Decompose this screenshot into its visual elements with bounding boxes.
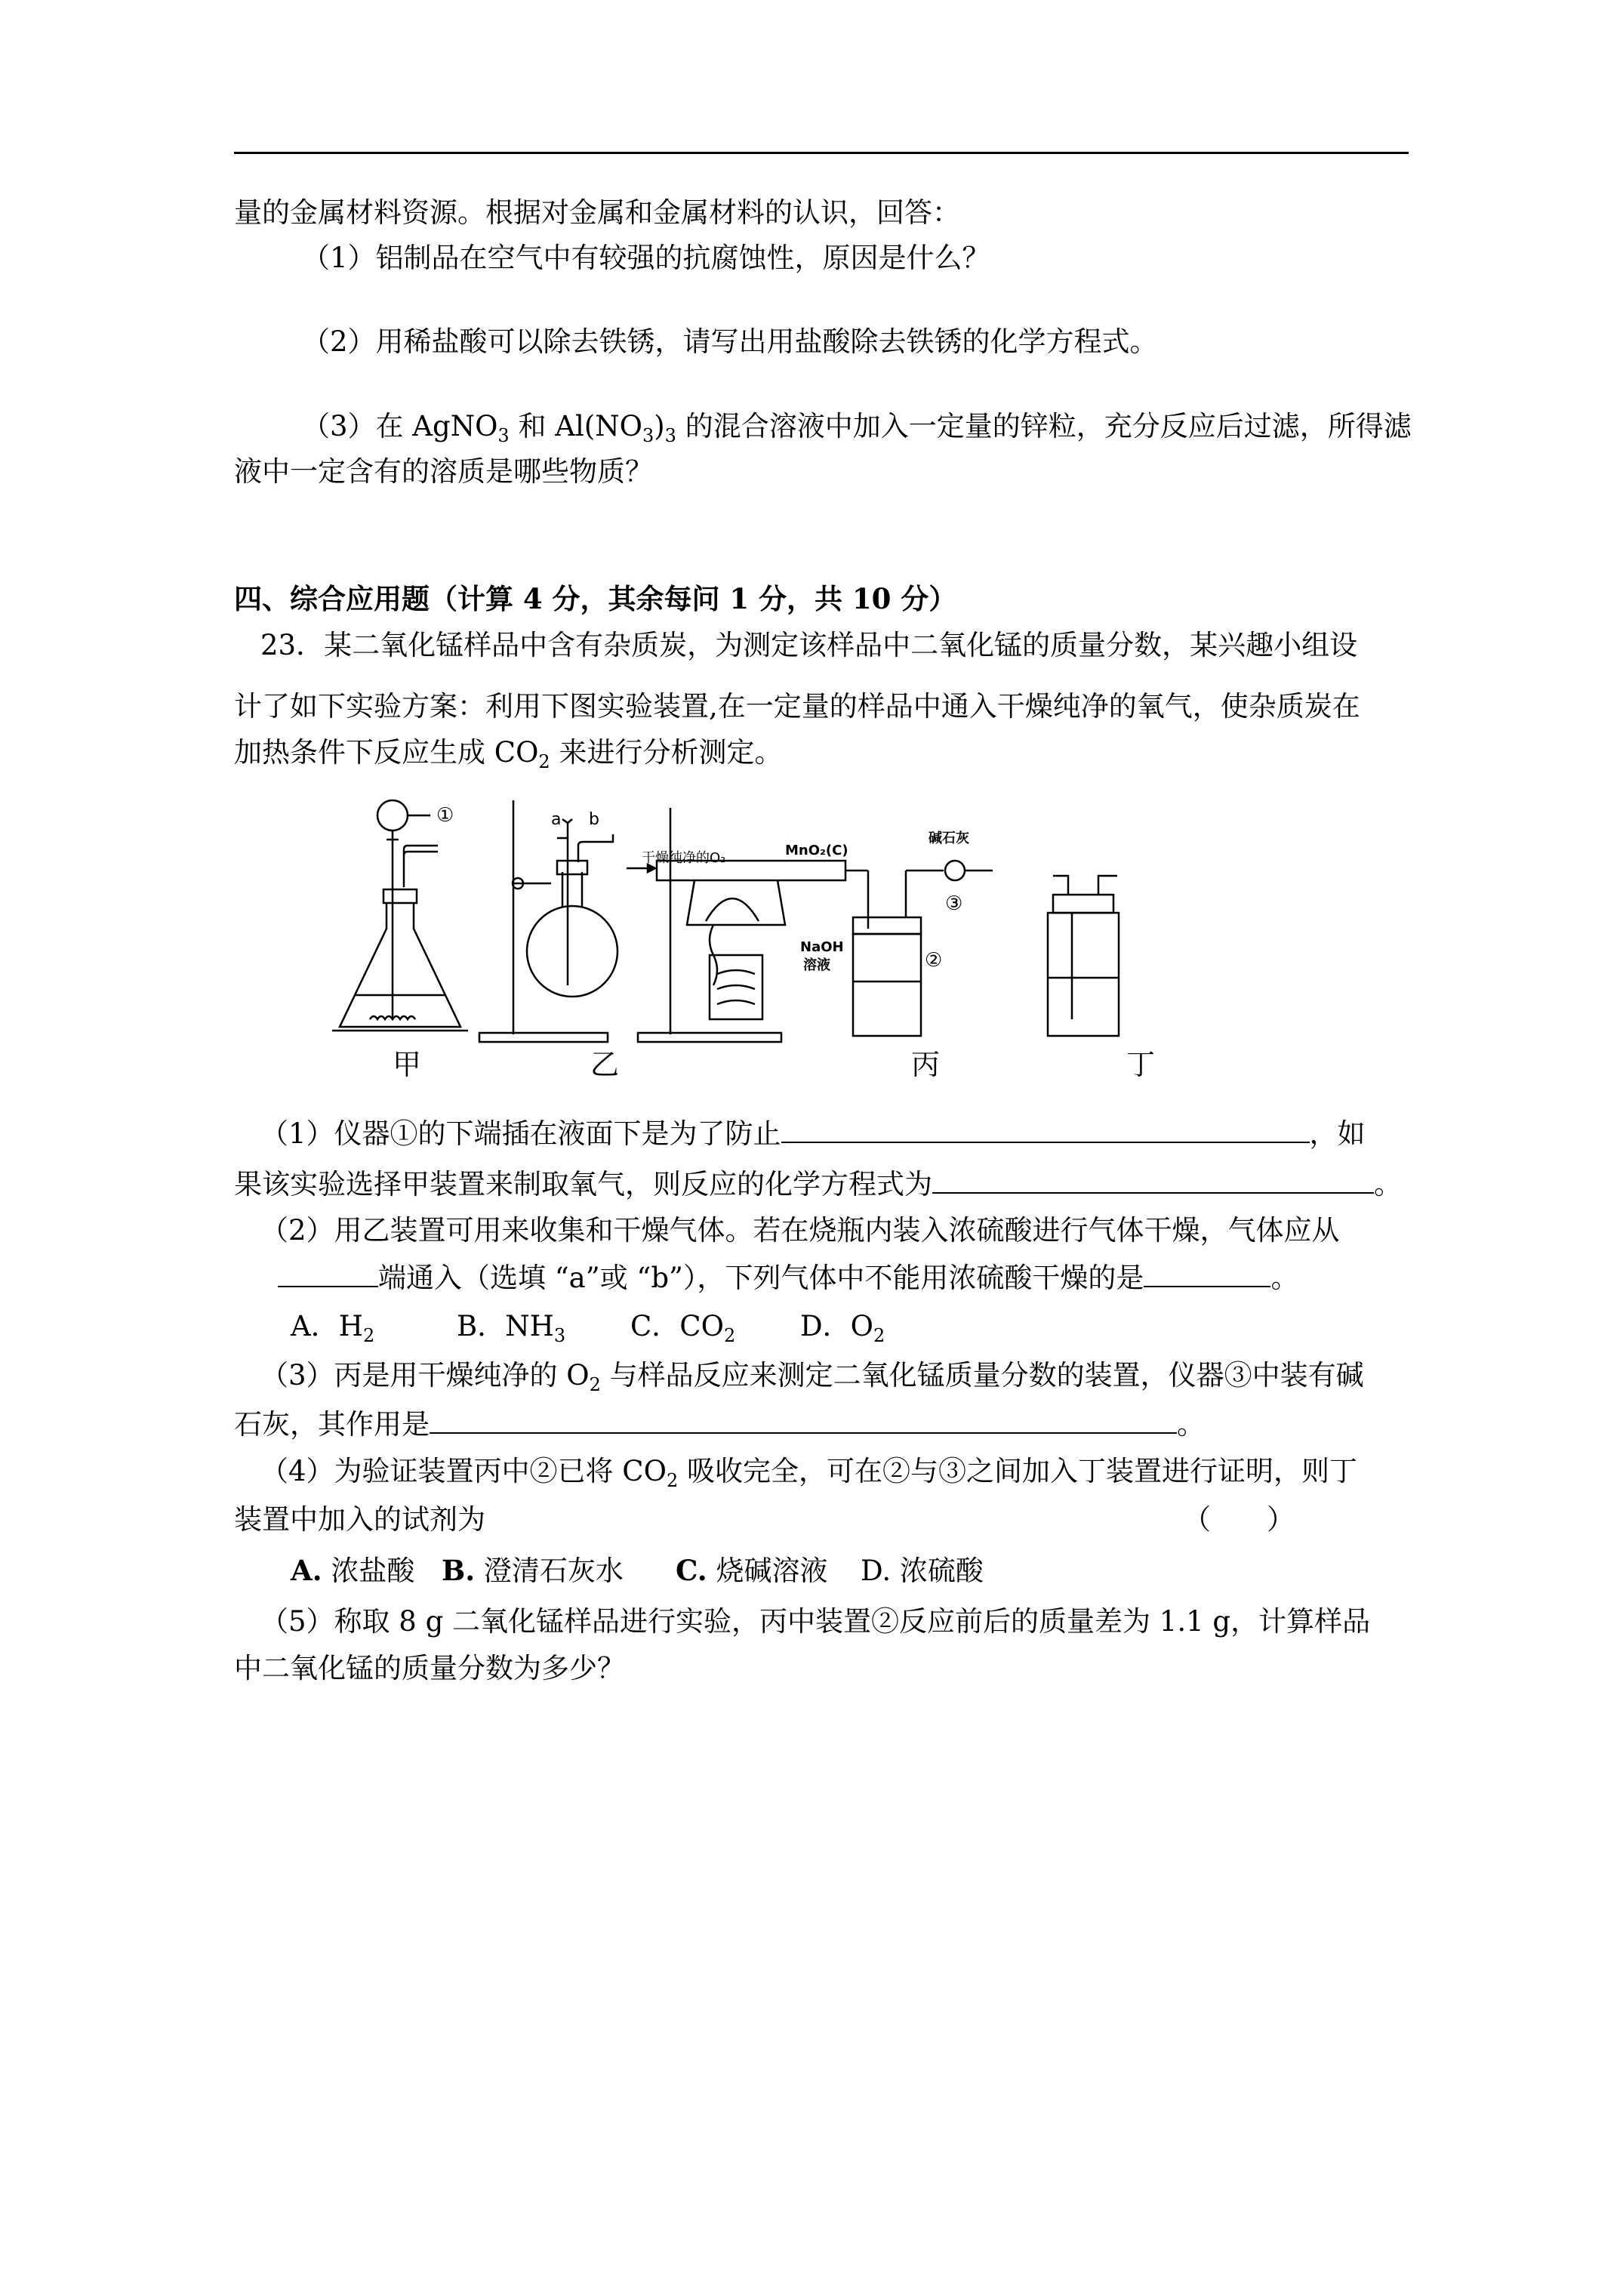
part-4-text-c: 吸收完全，可在②与③之间加入丁装置进行证明，则丁: [678, 1455, 1357, 1487]
choice-b: [442, 1554, 676, 1588]
mno2-label: MnO₂(C): [785, 843, 848, 858]
apparatus-yi: [479, 800, 617, 1042]
part-1-line1: [260, 1116, 1366, 1151]
apparatus-jia: [332, 800, 468, 1031]
part-3-text-a: （3）丙是用干燥纯净的 O: [260, 1359, 590, 1391]
part-3-text-d: 石灰，其作用是: [234, 1408, 430, 1441]
question-2-text: （2）用稀盐酸可以除去铁锈，请写出用盐酸除去铁锈的化学方程式。: [302, 325, 1158, 358]
part-1-text-a: （1）仪器①的下端插在液面下是为了防止: [260, 1117, 781, 1150]
q3-sub-2: 3: [642, 425, 654, 446]
part-4-line1: [260, 1455, 1357, 1491]
figure-label-bing: 丙: [911, 1048, 941, 1081]
option-c: [630, 1310, 800, 1346]
q3-line2-text: 液中一定含有的溶质是哪些物质？: [234, 455, 653, 488]
intro-text: 量的金属材料资源。根据对金属和金属材料的认识，回答：: [234, 196, 960, 229]
part-4-sub: 2: [666, 1470, 679, 1491]
circle-label-2: ②: [925, 949, 943, 972]
section-heading-text: 四、综合应用题（计算 4 分，其余每问 1 分，共 10 分）: [234, 582, 957, 615]
choice-d-text: D. 浓硫酸: [861, 1555, 984, 1587]
question-3: [302, 410, 1412, 446]
part-4-text-d: 装置中加入的试剂为: [234, 1503, 485, 1536]
part-5-text-a: （5）称取 8 g 二氧化锰样品进行实验，丙中装置②反应前后的质量差为 1.1 g，计算样品: [260, 1605, 1371, 1638]
answer-blank-3[interactable]: [278, 1260, 378, 1287]
part-4-text-a: （4）为验证装置丙中②已将 CO: [260, 1455, 667, 1487]
q23-line2: [234, 690, 1360, 723]
q23-line3-a: 加热条件下反应生成 CO: [234, 736, 539, 769]
option-a-sub: 2: [363, 1325, 375, 1346]
question-3-line2: [234, 455, 653, 488]
circle-label-3: ③: [945, 892, 963, 915]
port-a-label: a: [551, 810, 562, 829]
part-4-choices: [291, 1554, 984, 1588]
option-b-sub: 3: [553, 1325, 566, 1346]
q23-line3-sub: 2: [538, 751, 550, 772]
option-d-sub: 2: [873, 1325, 885, 1346]
part-1-text-b: ，如: [1309, 1117, 1366, 1150]
q23-line1-text: 23．某二氧化锰样品中含有杂质炭，为测定该样品中二氧化锰的质量分数，某兴趣小组设: [260, 629, 1358, 661]
part-3-text-e: 。: [1177, 1408, 1205, 1441]
answer-blank-4[interactable]: [1144, 1260, 1270, 1287]
part-2-text-c: 。: [1270, 1262, 1299, 1294]
soda-lime-label: 碱石灰: [929, 831, 969, 846]
choice-a-letter: A.: [291, 1554, 322, 1587]
answer-blank-1[interactable]: [781, 1116, 1310, 1143]
figure-label-yi: 乙: [590, 1048, 620, 1081]
circle-label-1: ①: [436, 804, 454, 827]
part-1-text-d: 。: [1374, 1168, 1402, 1200]
section-heading: [234, 582, 956, 615]
apparatus-figure: [332, 793, 1147, 1080]
q23-line1: [260, 629, 1357, 662]
choice-c-text: 烧碱溶液: [707, 1555, 828, 1587]
choice-b-text: 澄清石灰水: [475, 1555, 624, 1587]
answer-blank-5[interactable]: [430, 1407, 1177, 1434]
part-2-text-b: 端通入（选填 “a”或 “b”），下列气体中不能用浓硫酸干燥的是: [378, 1262, 1144, 1294]
q3-text-a: （3）在 AgNO: [302, 410, 498, 442]
q3-text-g: 的混合溶液中加入一定量的锌粒，充分反应后过滤，所得滤: [676, 410, 1412, 442]
part-5-line1: [260, 1605, 1370, 1638]
port-b-label: b: [589, 810, 599, 829]
figure-label-ding: 丁: [1126, 1048, 1156, 1081]
question-2: [302, 325, 1158, 359]
part-1-text-c: 果该实验选择甲装置来制取氧气，则反应的化学方程式为: [234, 1168, 932, 1200]
part-3-sub: 2: [589, 1374, 601, 1395]
header-rule: [234, 152, 1409, 154]
part-2-line2: [278, 1260, 1298, 1295]
q3-sub-1: 3: [497, 425, 510, 446]
q23-line3: [234, 736, 783, 772]
choice-c-letter: C.: [676, 1554, 707, 1587]
q23-line3-c: 来进行分析测定。: [550, 736, 783, 769]
option-c-sub: 2: [723, 1325, 736, 1346]
question-1-text: （1）铝制品在空气中有较强的抗腐蚀性，原因是什么？: [302, 242, 990, 274]
answer-blank-2[interactable]: [932, 1166, 1374, 1194]
part-5-line2: [234, 1652, 625, 1685]
q3-text-e: ): [654, 410, 665, 442]
option-d: [800, 1310, 885, 1346]
part-1-line2: [234, 1166, 1402, 1201]
question-1: [302, 242, 990, 275]
part-3-line1: [260, 1359, 1364, 1395]
solution-label: 溶液: [803, 957, 830, 973]
q3-text-c: 和 Al(NO: [509, 410, 642, 442]
part-5-text-b: 中二氧化锰的质量分数为多少？: [234, 1652, 625, 1684]
part-2-text-a: （2）用乙装置可用来收集和干燥气体。若在烧瓶内装入浓硫酸进行气体干燥，气体应从: [260, 1214, 1340, 1247]
choice-c: [676, 1554, 861, 1588]
part-2-options: [291, 1310, 885, 1346]
figure-label-jia: 甲: [393, 1048, 422, 1081]
o2-label: 干燥纯净的O₂: [642, 850, 726, 866]
choice-b-letter: B.: [442, 1554, 476, 1587]
part-3-line2: [234, 1407, 1205, 1441]
apparatus-ding: [1048, 876, 1119, 1036]
intro-line: [234, 196, 960, 230]
choice-d: [861, 1555, 984, 1588]
option-c-text: C．CO: [630, 1310, 724, 1342]
option-a-text: A．H: [291, 1310, 363, 1342]
choice-a-text: 浓盐酸: [322, 1555, 415, 1587]
part-2-line1: [260, 1214, 1340, 1247]
part-3-text-c: 与样品反应来测定二氧化锰质量分数的装置，仪器③中装有碱: [600, 1359, 1364, 1391]
option-d-text: D．O: [800, 1310, 873, 1342]
part-4-line2: [234, 1503, 485, 1536]
q3-sub-3: 3: [664, 425, 676, 446]
answer-paren[interactable]: （ ）: [1183, 1503, 1295, 1536]
choice-a: [291, 1554, 442, 1588]
naoh-label: NaOH: [800, 939, 844, 955]
q23-line2-text: 计了如下实验方案：利用下图实验装置,在一定量的样品中通入干燥纯净的氧气，使杂质炭在: [234, 690, 1360, 723]
option-a: [291, 1310, 457, 1346]
option-b-text: B．NH: [457, 1310, 554, 1342]
option-b: [457, 1310, 630, 1346]
